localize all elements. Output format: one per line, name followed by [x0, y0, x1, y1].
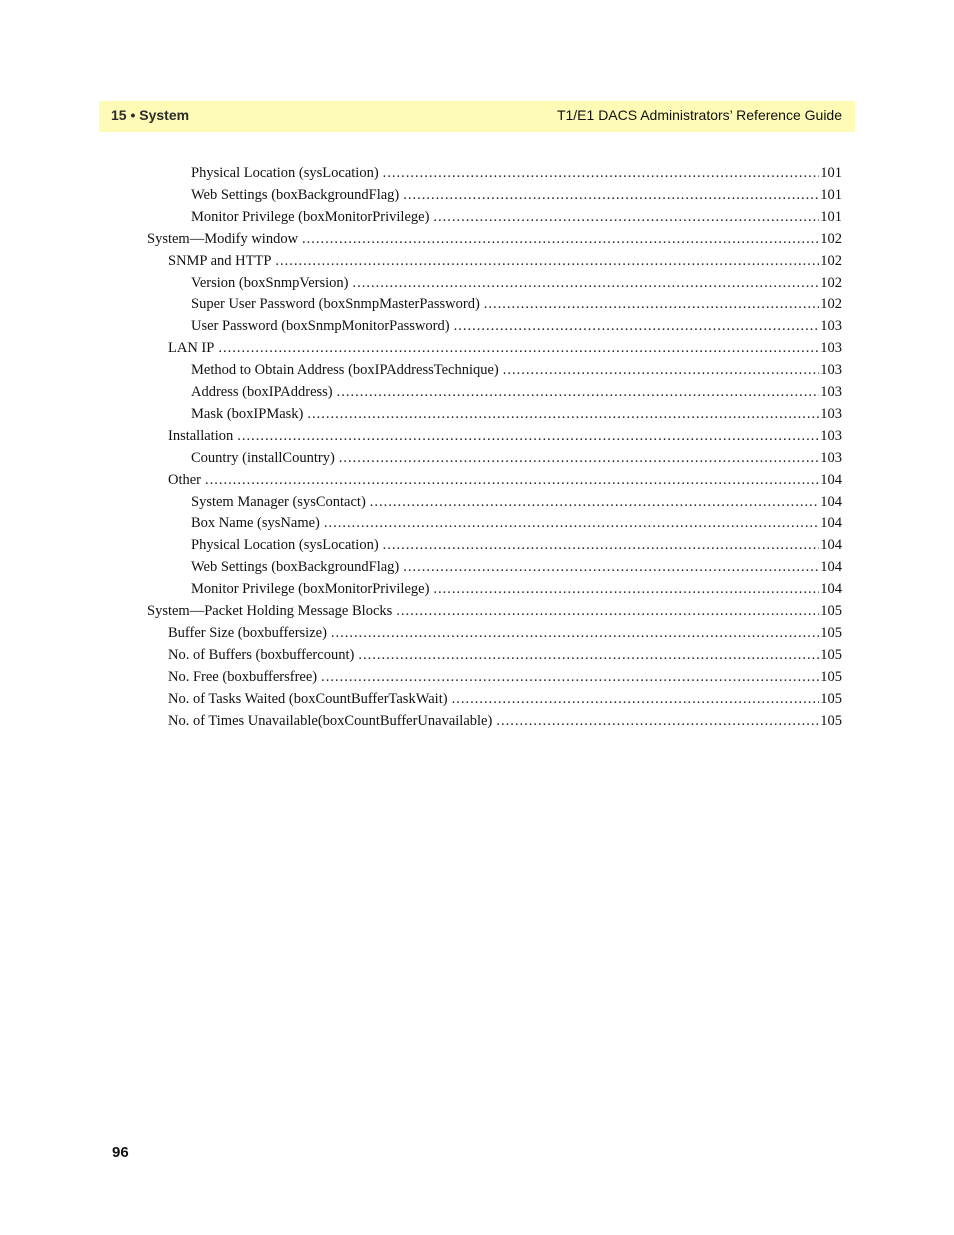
toc-entry-page: 103 — [820, 362, 842, 379]
chapter-title: 15 • System — [111, 107, 190, 123]
toc-dot-leader — [307, 403, 819, 425]
running-header — [99, 101, 855, 132]
toc-entry[interactable] — [191, 403, 842, 425]
toc-dot-leader — [396, 600, 819, 622]
toc-entry-page: 103 — [820, 449, 842, 466]
toc-entry-page: 104 — [820, 493, 842, 510]
toc-entry-title: Web Settings (boxBackgroundFlag) — [191, 186, 400, 203]
toc-entry-title: User Password (boxSnmpMonitorPassword) — [191, 318, 450, 335]
toc-entry[interactable] — [191, 556, 842, 578]
toc-entry[interactable] — [147, 600, 842, 622]
toc-entry-page: 104 — [820, 559, 842, 576]
toc-dot-leader — [403, 556, 819, 578]
toc-dot-leader — [237, 425, 819, 447]
toc-entry-title: No. of Buffers (boxbuffercount) — [168, 646, 355, 663]
toc-entry-title: Physical Location (sysLocation) — [191, 537, 379, 554]
toc-dot-leader — [352, 272, 819, 294]
toc-dot-leader — [358, 644, 819, 666]
toc-entry-page: 102 — [820, 230, 842, 247]
toc-entry-page: 103 — [820, 340, 842, 357]
toc-entry-title: Installation — [168, 427, 234, 444]
toc-entry-title: Country (installCountry) — [191, 449, 335, 466]
toc-dot-leader — [218, 337, 819, 359]
toc-entry[interactable] — [191, 381, 842, 403]
toc-entry-title: No. of Tasks Waited (boxCountBufferTaskWait) — [168, 690, 448, 707]
toc-entry-title: Address (boxIPAddress) — [191, 384, 333, 400]
toc-dot-leader — [403, 184, 819, 206]
toc-entry[interactable] — [191, 359, 842, 381]
toc-entry-title: Mask (boxIPMask) — [191, 405, 304, 422]
toc-entry-page: 102 — [820, 296, 842, 313]
toc-dot-leader — [496, 710, 819, 732]
toc-entry[interactable] — [168, 250, 842, 272]
toc-entry-title: Super User Password (boxSnmpMasterPassword) — [191, 296, 480, 313]
toc-entry[interactable] — [191, 315, 842, 337]
toc-entry[interactable] — [191, 184, 842, 206]
guide-title: T1/E1 DACS Administrators’ Reference Guide — [556, 107, 842, 123]
toc-dot-leader — [503, 359, 820, 381]
toc-entry-page: 103 — [820, 427, 842, 444]
toc-entry-page: 105 — [820, 646, 842, 663]
toc-entry[interactable] — [168, 688, 842, 710]
toc-entry-title: Physical Location (sysLocation) — [191, 165, 379, 181]
toc-dot-leader — [337, 381, 820, 403]
toc-dot-leader — [331, 622, 819, 644]
toc-entry[interactable] — [168, 710, 842, 732]
toc-dot-leader — [370, 491, 819, 513]
toc-entry-page: 101 — [820, 165, 842, 181]
toc-entry-page: 105 — [820, 603, 842, 619]
toc-entry-page: 105 — [820, 690, 842, 707]
toc-entry[interactable] — [168, 622, 842, 644]
toc-dot-leader — [324, 512, 819, 534]
toc-entry-title: Version (boxSnmpVersion) — [191, 274, 349, 291]
toc-entry[interactable] — [191, 293, 842, 315]
toc-dot-leader — [383, 534, 820, 556]
toc-entry-title: LAN IP — [168, 340, 215, 357]
toc-entry-page: 101 — [820, 186, 842, 203]
toc-entry[interactable] — [191, 206, 842, 228]
toc-entry-title: Monitor Privilege (boxMonitorPrivilege) — [191, 208, 430, 225]
toc-dot-leader — [339, 447, 819, 469]
toc-entry[interactable] — [168, 337, 842, 359]
toc-entry[interactable] — [191, 272, 842, 294]
toc-dot-leader — [433, 578, 819, 600]
toc-dot-leader — [205, 469, 819, 491]
toc-entry-page: 104 — [820, 471, 842, 488]
toc-entry[interactable] — [191, 447, 842, 469]
toc-entry-title: System—Packet Holding Message Blocks — [147, 603, 393, 619]
toc-entry-page: 105 — [820, 668, 842, 685]
toc-dot-leader — [302, 228, 819, 250]
toc-entry[interactable] — [168, 425, 842, 447]
toc-entry-page: 104 — [820, 515, 842, 532]
toc-dot-leader — [275, 250, 819, 272]
toc-entry[interactable] — [147, 228, 842, 250]
toc-entry-page: 104 — [820, 581, 842, 598]
toc-entry-page: 104 — [820, 537, 842, 554]
toc-entry[interactable] — [191, 534, 842, 556]
toc-entry[interactable] — [191, 162, 842, 184]
page-number: 96 — [112, 1144, 129, 1161]
toc-entry-page: 103 — [820, 318, 842, 335]
toc-dot-leader — [484, 293, 819, 315]
toc-entry-title: System Manager (sysContact) — [191, 493, 366, 510]
toc-dot-leader — [321, 666, 819, 688]
toc-entry-title: System—Modify window — [147, 230, 299, 247]
toc-entry-page: 102 — [820, 274, 842, 291]
toc-entry-title: No. of Times Unavailable(boxCountBufferUnavailable) — [168, 712, 493, 729]
toc-entry[interactable] — [191, 491, 842, 513]
toc-dot-leader — [452, 688, 820, 710]
toc-entry-page: 105 — [820, 624, 842, 641]
toc-entry-title: Buffer Size (boxbuffersize) — [168, 624, 327, 641]
toc-entry-title: No. Free (boxbuffersfree) — [168, 668, 318, 685]
toc-entry-title: Monitor Privilege (boxMonitorPrivilege) — [191, 581, 430, 598]
toc-entry[interactable] — [168, 666, 842, 688]
toc-dot-leader — [454, 315, 820, 337]
toc-entry-page: 103 — [820, 405, 842, 422]
toc-entry-page: 103 — [820, 384, 842, 400]
toc-dot-leader — [383, 162, 820, 184]
toc-entry-title: Web Settings (boxBackgroundFlag) — [191, 559, 400, 576]
toc-entry-title: Box Name (sysName) — [191, 515, 320, 532]
toc-entry[interactable] — [191, 578, 842, 600]
toc-entry-page: 101 — [820, 208, 842, 225]
toc-entry-title: Method to Obtain Address (boxIPAddressTechnique) — [191, 362, 499, 379]
toc-entry-title: SNMP and HTTP — [168, 252, 272, 269]
toc-entry-page: 105 — [820, 712, 842, 729]
toc-entry[interactable] — [191, 512, 842, 534]
toc-entry[interactable] — [168, 469, 842, 491]
toc-entry-page: 102 — [820, 252, 842, 269]
toc-dot-leader — [433, 206, 819, 228]
toc-entry[interactable] — [168, 644, 842, 666]
toc-entry-title: Other — [168, 471, 202, 488]
